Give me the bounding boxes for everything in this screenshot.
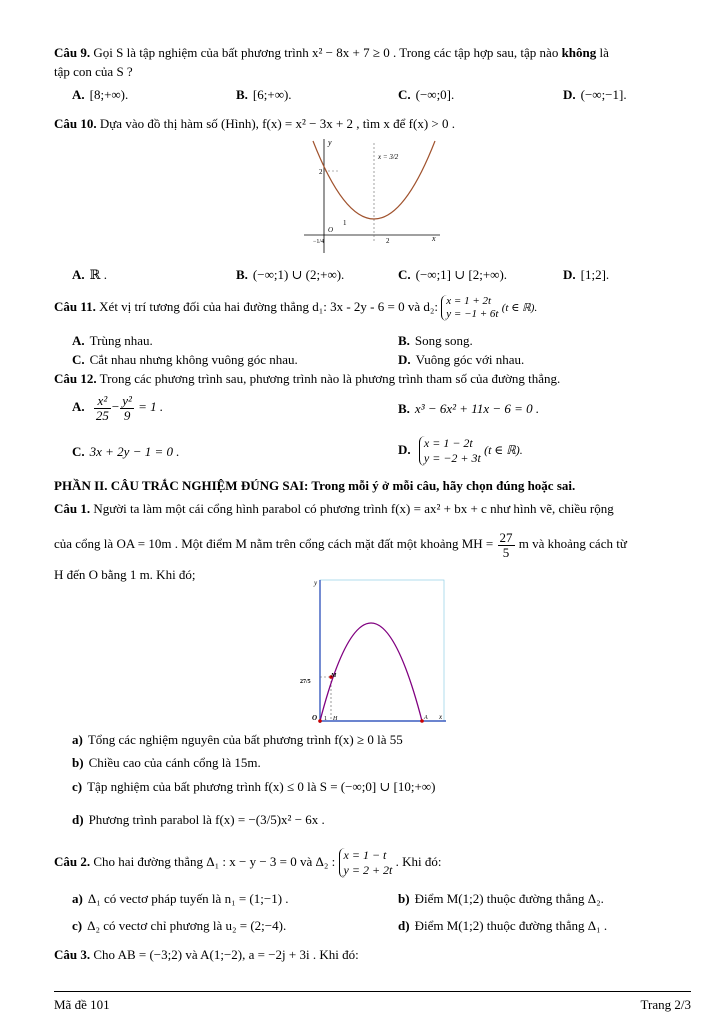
q10-line: [54, 115, 691, 132]
p2-item-a: a) Δ₁ có vectơ pháp tuyến là n₁ = (1;−1) .: [72, 891, 289, 906]
q12-text: Trong các phương trình sau, phương trình nào là phương trình tham số của đường thẳng.: [99, 371, 561, 386]
q11-option-d: D. Vuông góc với nhau.: [398, 352, 525, 367]
q11-option-c: C. Cắt nhau nhưng không vuông góc nhau.: [72, 352, 298, 367]
p1-x-label: x: [439, 713, 443, 721]
q11-option-b: B. Song song.: [398, 333, 473, 348]
q9-option-d: D. (−∞;−1].: [563, 87, 627, 102]
p1-origin-label: O: [312, 714, 318, 722]
p2-line: Câu 2. Cho hai đường thẳng Δ₁ : x − y − 3 = 0 và Δ₂ : x = 1 − t y = 2 + 2t . Khi đó:: [54, 848, 442, 878]
q11-line: [54, 292, 691, 323]
footer-divider: [54, 991, 691, 992]
q9-line1: [54, 44, 691, 61]
q10-text: Dựa vào đồ thị hàm số (Hình), f(x) = x² − 3x + 2 , tìm x để f(x) > 0 .: [99, 116, 455, 131]
q9-option-a: A. [8;+∞).: [72, 87, 129, 102]
p1-item-c: c) Tập nghiệm của bất phương trình f(x) ≤ 0 là S = (−∞;0] ∪ [10;+∞): [72, 779, 436, 794]
p2-item-d: d) Điểm M(1;2) thuộc đường thẳng Δ₁ .: [398, 918, 608, 933]
q9-title: Câu 9.: [54, 45, 91, 60]
q10-option-b: B. (−∞;1) ∪ (2;+∞).: [236, 267, 345, 282]
p1-item-a: a) Tổng các nghiệm nguyên của bất phương trình f(x) ≥ 0 là 55: [72, 732, 403, 747]
q10-axis-eq: x = 3/2: [378, 153, 399, 161]
q10-option-c: C. (−∞;1] ∪ [2;+∞).: [398, 267, 508, 282]
q12-option-d: D. x = 1 − 2t y = −2 + 3t (t ∈ ℝ).: [398, 436, 523, 466]
q9-text2: là: [599, 45, 609, 60]
q10-neg-quarter: −1/4: [313, 239, 325, 245]
q10-x-label: x: [432, 234, 436, 243]
q9-line2: tập con của S ?: [54, 64, 133, 79]
q10-origin-label: O: [328, 226, 334, 234]
p1-line1: [54, 500, 691, 517]
p1-y-label: y: [314, 579, 318, 587]
q10-tick-2x: 2: [386, 237, 390, 245]
p1-line2: của cổng là OA = 10m . Một điểm M nằm trên cổng cách mặt đất một khoảng MH = $\frac{27}{5}$ m và khoảng cách từ: [54, 529, 627, 560]
q10-y-label: y: [328, 138, 332, 147]
p3-text: Cho AB = (−3;2) và A(1;−2), a = −2j + 3i . Khi đó:: [93, 947, 359, 962]
p3-title: Câu 3.: [54, 947, 91, 962]
p2-system: x = 1 − t y = 2 + 2t: [339, 848, 393, 878]
q12-option-c: C. 3x + 2y − 1 = 0 .: [72, 444, 180, 459]
q10-tick-2y: 2: [319, 168, 323, 176]
q10-tick-1: 1: [343, 219, 347, 227]
p2-item-b: b) Điểm M(1;2) thuộc đường thẳng Δ₂.: [398, 891, 604, 906]
p1-m-label: M: [331, 673, 337, 679]
q11-system: x = 1 + 2t y = −1 + 6t: [441, 295, 498, 321]
q11-text: Xét vị trí tương đối của hai đường thẳng d₁: 3x - 2y - 6 = 0 và d₂:: [99, 299, 439, 314]
q10-option-a: A. ℝ .: [72, 267, 107, 282]
p2-item-c: c) Δ₂ có vectơ chỉ phương là u₂ = (2;−4).: [72, 918, 287, 933]
q9-option-c: C. (−∞;0].: [398, 87, 455, 102]
p1-gate-graph: [300, 578, 448, 724]
q9-option-b: B. [6;+∞).: [236, 87, 292, 102]
q12-title: Câu 12.: [54, 371, 97, 386]
q12-option-a: A. $\frac{\text{x²}}{25}$ − $\frac{\text{y²}}{9}$ = 1 .: [72, 392, 164, 423]
p3-line: [54, 946, 691, 963]
p1-line3: H đến O bằng 1 m. Khi đó;: [54, 567, 196, 582]
p1-title: Câu 1.: [54, 501, 91, 516]
p2-title: Câu 2.: [54, 854, 91, 869]
p1-h-label: H: [333, 716, 338, 722]
part2-heading: PHẦN II. CÂU TRẮC NGHIỆM ĐÚNG SAI: Trong mỗi ý ở mỗi câu, hãy chọn đúng hoặc sai.: [54, 478, 576, 493]
p1-item-d: d) Phương trình parabol là f(x) = −(3/5)x² − 6x .: [72, 812, 325, 827]
q9-bold: không: [561, 45, 597, 60]
q12-option-b: B. x³ − 6x² + 11x − 6 = 0 .: [398, 401, 540, 416]
p1-tick-1: 1: [324, 716, 327, 722]
q12-line: [54, 370, 691, 387]
q11-option-a: A. Trùng nhau.: [72, 333, 153, 348]
footer-page-number: Trang 2/3: [640, 997, 691, 1012]
footer-exam-code: Mã đề 101: [54, 997, 110, 1012]
q9-text1: Gọi S là tập nghiệm của bất phương trình x² − 8x + 7 ≥ 0 . Trong các tập hợp sau, tập nào: [93, 45, 559, 60]
q11-title: Câu 11.: [54, 299, 96, 314]
p1-text1: Người ta làm một cái cổng hình parabol có phương trình f(x) = ax² + bx + c như hình vẽ, chiều rộng: [93, 501, 614, 516]
q11-cond: (t ∈ ℝ).: [501, 302, 538, 314]
p1-level-label: 27/5: [300, 679, 311, 685]
q10-graph: [300, 137, 442, 255]
q10-option-d: D. [1;2].: [563, 267, 610, 282]
p1-item-b: b) Chiều cao của cánh cổng là 15m.: [72, 755, 261, 770]
q10-title: Câu 10.: [54, 116, 97, 131]
p1-a-label: A: [424, 715, 428, 721]
